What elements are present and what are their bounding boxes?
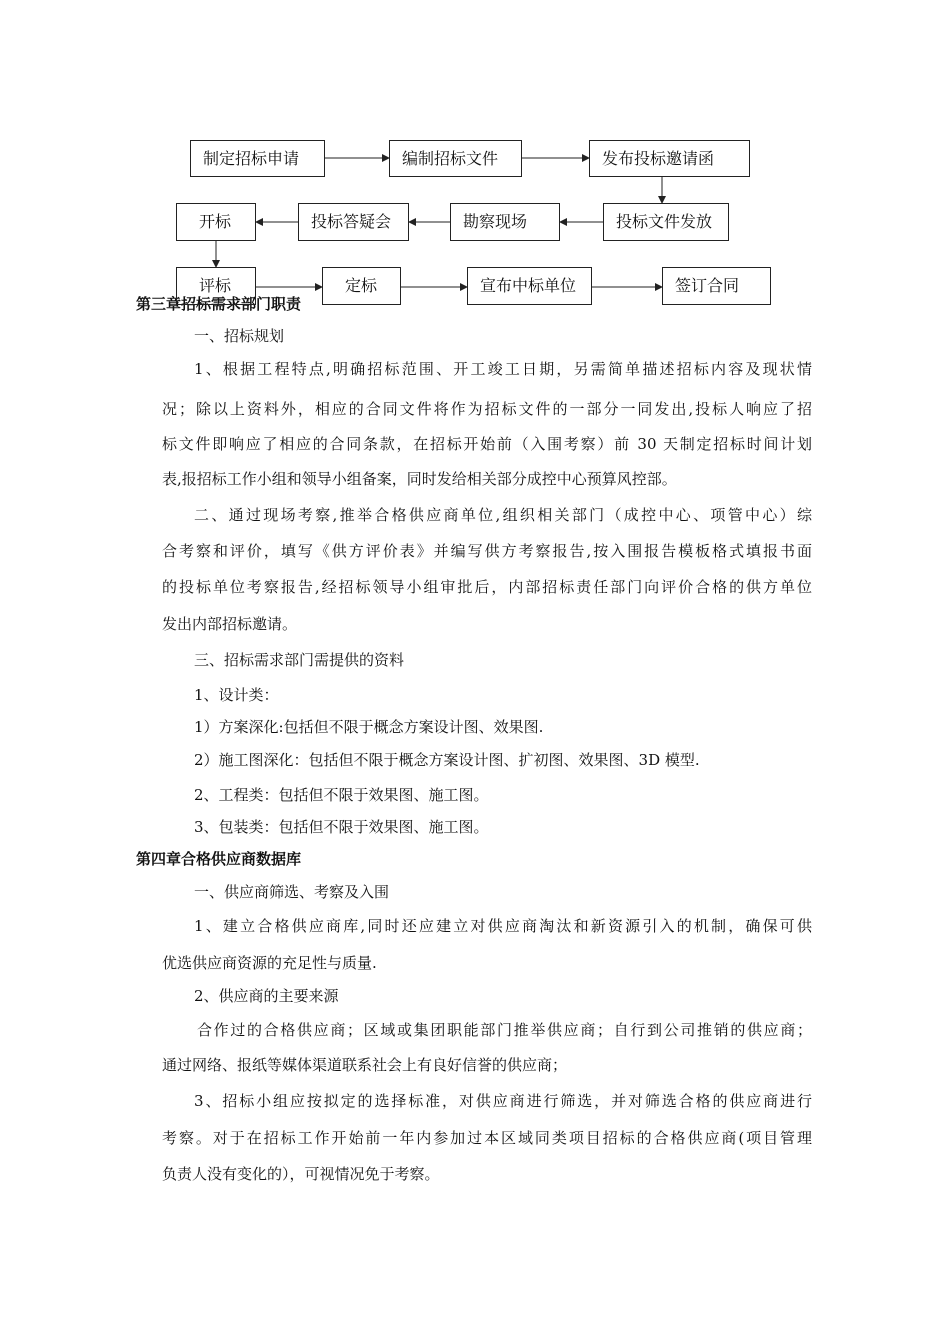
chapter3-heading: 第三章招标需求部门职责 xyxy=(136,295,302,313)
flow-node-n5: 勘察现场 xyxy=(450,203,560,241)
paragraph-line: 考察。对于在招标工作开始前一年内参加过本区域同类项目招标的合格供应商(项目管理 xyxy=(162,1129,812,1147)
paragraph-line: 负责人没有变化的），可视情况免于考察。 xyxy=(162,1165,440,1183)
list-item: 1、设计类： xyxy=(194,686,279,704)
paragraph-line: 二、通过现场考察,推举合格供应商单位,组织相关部门（成控中心、项管中心）综 xyxy=(194,506,812,524)
flow-node-n7: 开标 xyxy=(176,203,256,241)
flow-node-n4: 投标文件发放 xyxy=(603,203,729,241)
paragraph-line: 3、招标小组应按拟定的选择标准，对供应商进行筛选，并对筛选合格的供应商进行 xyxy=(194,1092,812,1110)
paragraph-line: 的投标单位考察报告,经招标领导小组审批后，内部招标责任部门向评价合格的供方单位 xyxy=(162,578,812,596)
flow-node-n11: 签订合同 xyxy=(662,267,771,305)
paragraph-line: 表,报招标工作小组和领导小组备案，同时发给相关部分成控中心预算风控部。 xyxy=(162,470,677,488)
paragraph-line: 合考察和评价，填写《供方评价表》并编写供方考察报告,按入围报告模板格式填报书面 xyxy=(162,542,812,560)
chapter4-heading: 第四章合格供应商数据库 xyxy=(136,850,302,868)
flow-node-n10: 宣布中标单位 xyxy=(467,267,592,305)
paragraph-line: 合作过的合格供应商；区域或集团职能部门推举供应商；自行到公司推销的供应商； xyxy=(197,1021,812,1039)
paragraph-line: 标文件即响应了相应的合同条款，在招标开始前（入围考察）前 30 天制定招标时间计划 xyxy=(162,435,812,453)
paragraph-line: 况；除以上资料外，相应的合同文件将作为招标文件的一部分一同发出,投标人响应了招 xyxy=(162,400,812,418)
list-item: 2）施工图深化：包括但不限于概念方案设计图、扩初图、效果图、3D 模型. xyxy=(194,751,700,769)
section-title: 一、招标规划 xyxy=(194,327,285,345)
flow-node-n2: 编制招标文件 xyxy=(389,140,522,177)
paragraph-line: 发出内部招标邀请。 xyxy=(162,615,298,633)
paragraph-line: 1、建立合格供应商库,同时还应建立对供应商淘汰和新资源引入的机制，确保可供 xyxy=(194,917,812,935)
flow-node-n1: 制定招标申请 xyxy=(190,140,325,177)
section-title: 2、供应商的主要来源 xyxy=(194,987,339,1005)
paragraph-line: 通过网络、报纸等媒体渠道联系社会上有良好信誉的供应商； xyxy=(162,1056,568,1074)
flow-node-n9: 定标 xyxy=(322,267,401,305)
paragraph-line: 1、根据工程特点,明确招标范围、开工竣工日期，另需简单描述招标内容及现状情 xyxy=(194,360,812,378)
paragraph-line: 优选供应商资源的充足性与质量. xyxy=(162,954,377,972)
flow-node-n8: 评标 xyxy=(176,267,256,305)
list-item: 2、工程类：包括但不限于效果图、施工图。 xyxy=(194,786,489,804)
section-title: 三、招标需求部门需提供的资料 xyxy=(194,651,405,669)
section-title: 一、供应商筛选、考察及入围 xyxy=(194,883,390,901)
flow-node-n6: 投标答疑会 xyxy=(298,203,409,241)
flow-node-n3: 发布投标邀请函 xyxy=(589,140,750,177)
list-item: 3、包装类：包括但不限于效果图、施工图。 xyxy=(194,818,489,836)
list-item: 1）方案深化:包括但不限于概念方案设计图、效果图. xyxy=(194,718,544,736)
